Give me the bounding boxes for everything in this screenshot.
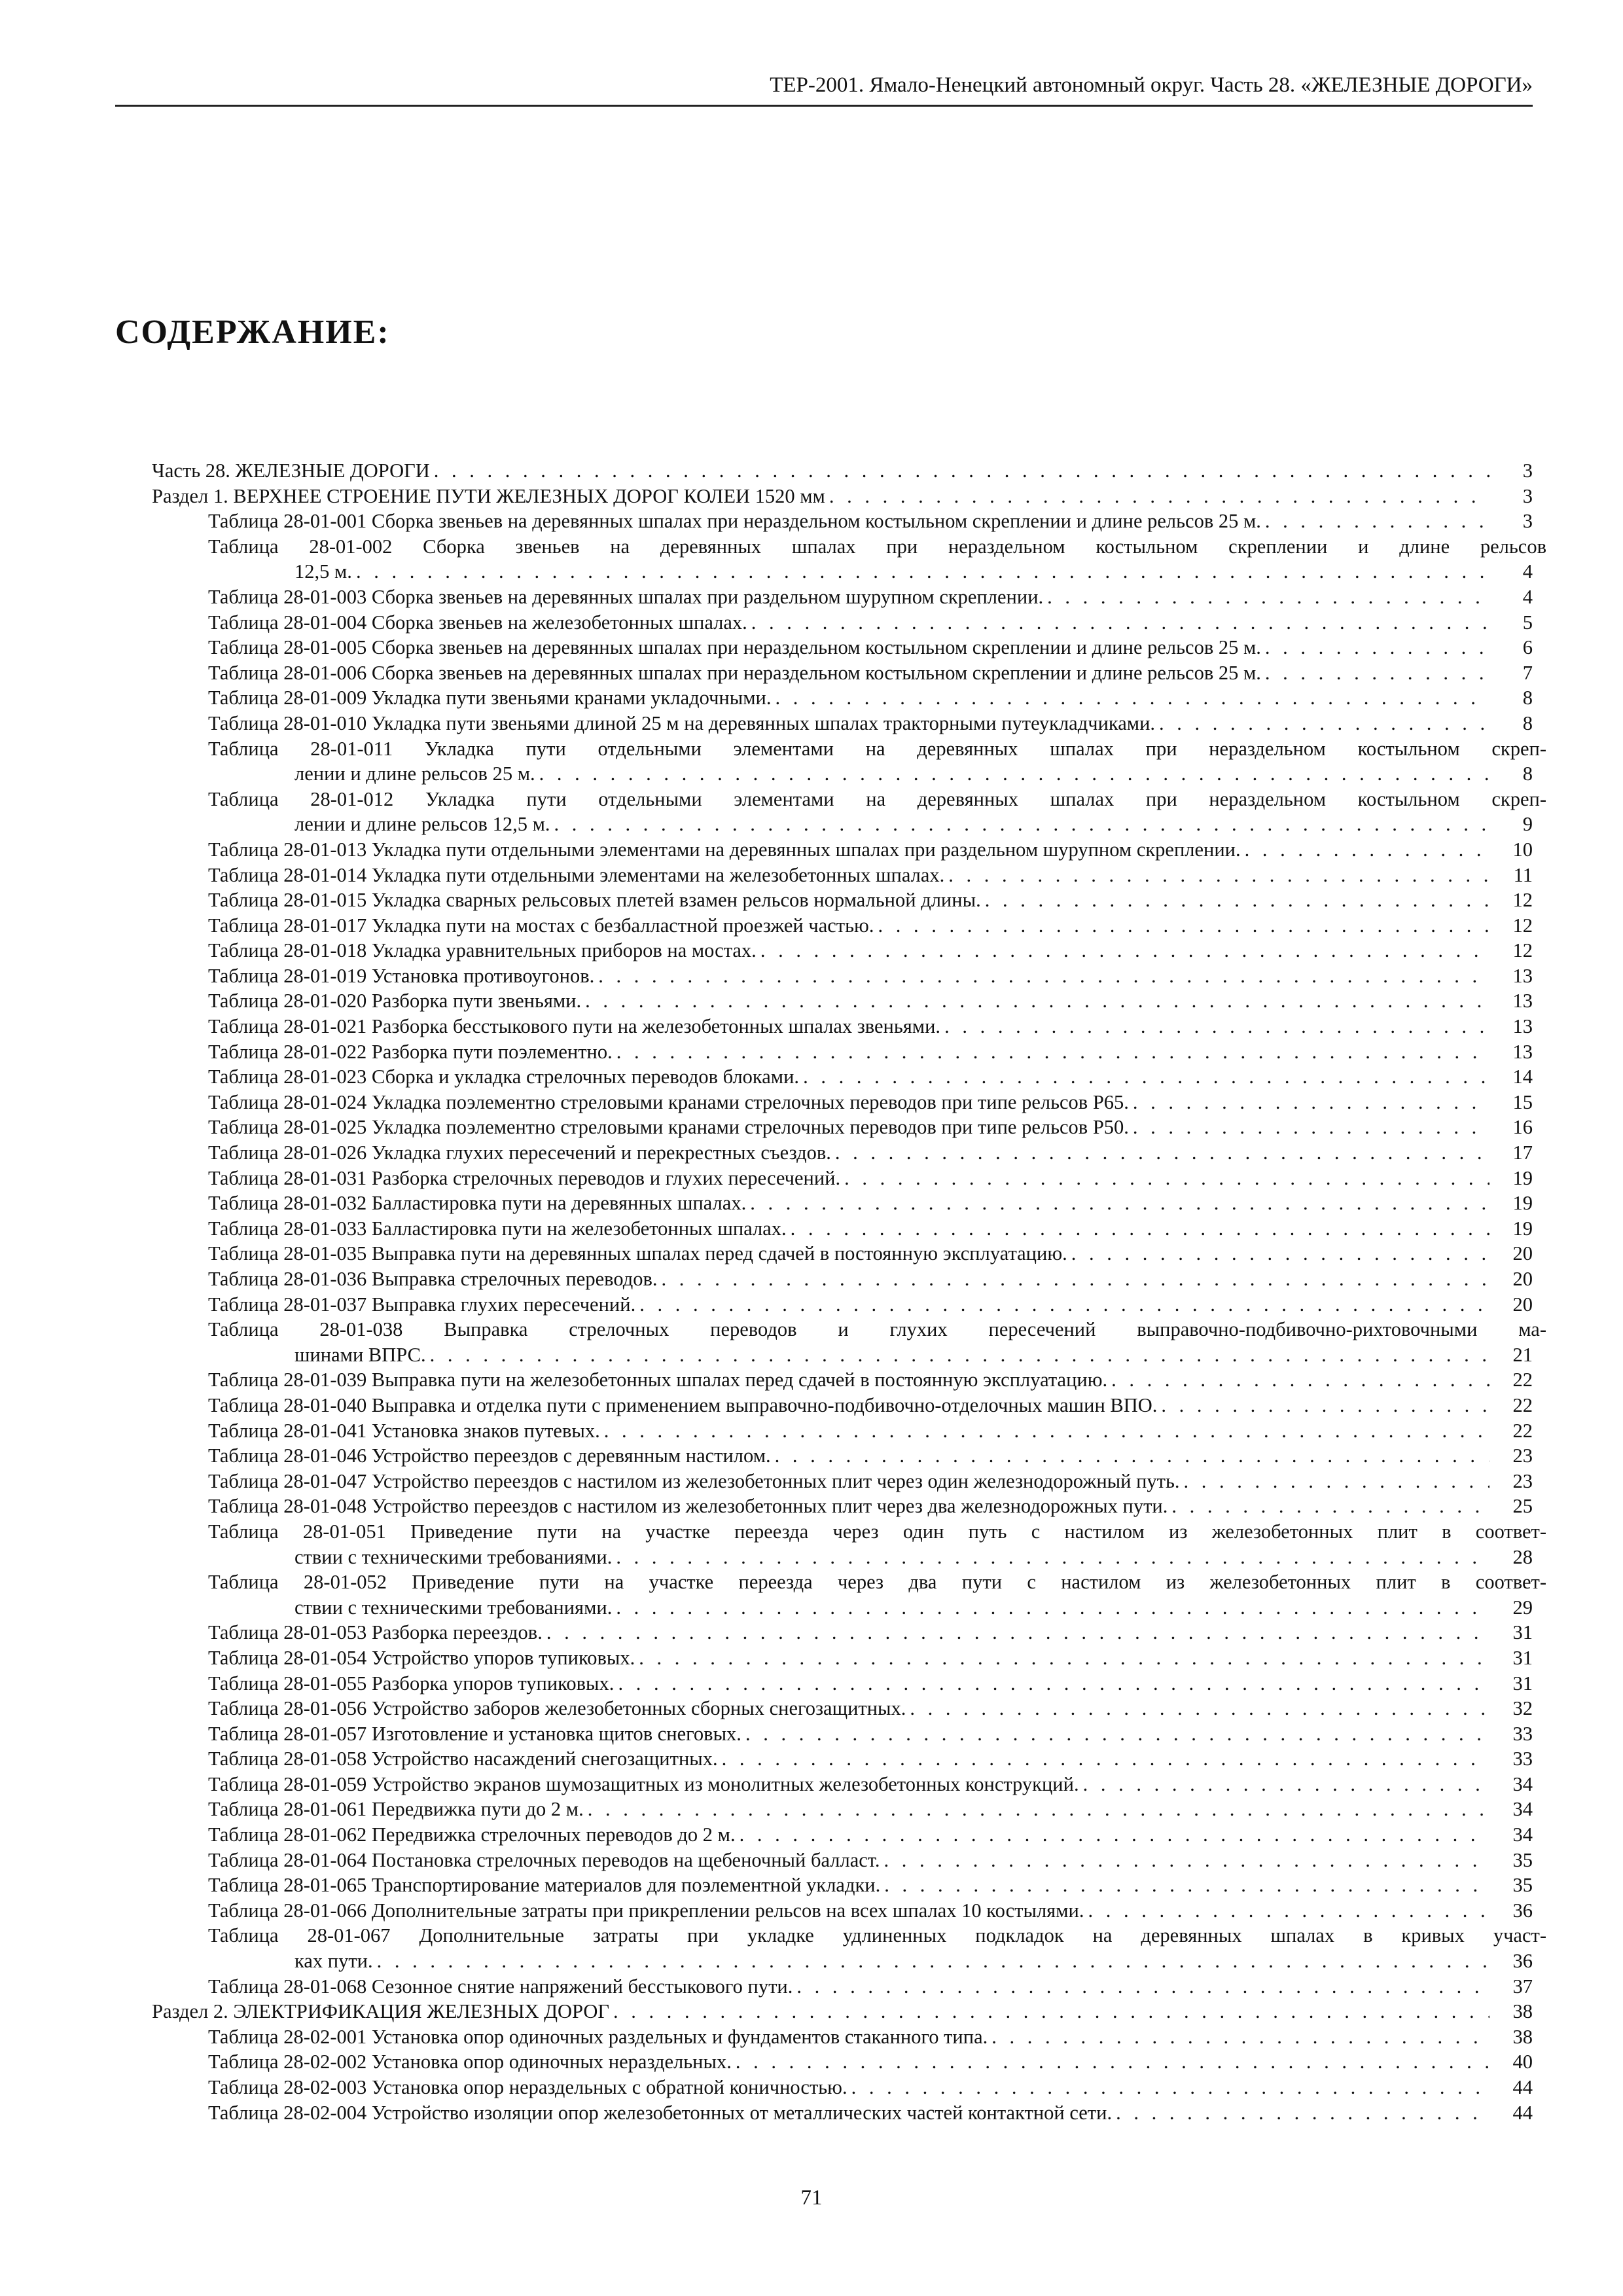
toc-entry-text: Таблица 28-01-061 Передвижка пути до 2 м.: [208, 1798, 584, 1821]
toc-entry-text: Таблица 28-01-020 Разборка пути звеньями.: [208, 990, 582, 1013]
toc-entry[interactable]: [152, 1696, 1533, 1721]
dot-leader: [1071, 1241, 1489, 1266]
toc-entry[interactable]: [152, 1266, 1533, 1292]
dot-leader: [829, 484, 1489, 509]
toc-entry-text: Таблица 28-01-010 Укладка пути звеньями длиной 25 м на деревянных шпалах тракторными путеукладчиками.: [208, 711, 1156, 734]
dot-leader: [944, 1014, 1489, 1039]
toc-entry-text: Часть 28. ЖЕЛЕЗНЫЕ ДОРОГИ: [152, 459, 430, 482]
toc-entry[interactable]: [152, 1494, 1533, 1519]
page-number: 71: [800, 2186, 823, 2210]
toc-entry[interactable]: [152, 1216, 1533, 1242]
dot-leader: [598, 963, 1489, 989]
toc-entry[interactable]: [152, 1166, 1533, 1191]
toc-entry[interactable]: [152, 888, 1533, 913]
toc-page-number: 8: [1522, 711, 1533, 734]
toc-entry-text: Таблица 28-01-001 Сборка звеньев на деревянных шпалах при нераздельном костыльном скреплении и длине рельсов 25 м.: [208, 510, 1261, 533]
toc-entry-text-continued: ствии с техническими требованиями.: [294, 1545, 613, 1568]
toc-entry-text: Таблица 28-01-018 Укладка уравнительных приборов на мостах.: [208, 939, 757, 962]
toc-entry-text: Таблица 28-02-003 Установка опор нераздельных с обратной коничностью.: [208, 2076, 847, 2098]
toc-entry[interactable]: [152, 509, 1533, 534]
toc-page-number: 31: [1512, 1646, 1533, 1669]
dot-leader: [1088, 1898, 1489, 1924]
running-header-text: ТЕР-2001. Ямало-Ненецкий автономный округ. Часть 28. «ЖЕЛЕЗНЫЕ ДОРОГИ»: [770, 73, 1533, 97]
toc-entry-text: Таблица 28-01-047 Устройство переездов с настилом из железобетонных плит через один железнодорожный путь.: [208, 1469, 1180, 1492]
toc-page-number: 36: [1512, 1950, 1533, 1973]
toc-entry-text: Таблица 28-01-033 Балластировка пути на железобетонных шпалах.: [208, 1217, 787, 1240]
toc-page-number: 5: [1522, 611, 1533, 634]
dot-leader: [884, 1873, 1489, 1898]
toc-entry-text: Таблица 28-01-035 Выправка пути на деревянных шпалах перед сдачей в постоянную эксплуатацию.: [208, 1242, 1067, 1265]
dot-leader: [948, 863, 1489, 888]
toc-entry[interactable]: [152, 1570, 1546, 1620]
dot-leader: [1133, 1090, 1489, 1115]
toc-page-number: 32: [1512, 1697, 1533, 1720]
toc-entry[interactable]: [152, 1090, 1533, 1115]
running-header: [115, 68, 1533, 107]
toc-entry-text: Таблица 28-01-041 Установка знаков путевых.: [208, 1419, 600, 1442]
toc-entry[interactable]: [152, 458, 1533, 484]
dot-leader: [760, 938, 1489, 963]
toc-entry[interactable]: [152, 1443, 1533, 1469]
toc-page-number: 9: [1522, 813, 1533, 836]
dot-leader: [851, 2075, 1489, 2100]
dot-leader: [1171, 1494, 1489, 1519]
dot-leader: [618, 1671, 1489, 1696]
toc-entry[interactable]: [152, 1014, 1533, 1039]
toc-page-number: 8: [1522, 687, 1533, 709]
toc-page-number: 35: [1512, 1848, 1533, 1871]
toc-entry-text: Таблица 28-01-053 Разборка переездов.: [208, 1621, 543, 1644]
dot-leader: [546, 1620, 1489, 1645]
dot-leader: [616, 1595, 1489, 1621]
dot-leader: [1184, 1469, 1489, 1494]
toc-entry[interactable]: [152, 1115, 1533, 1140]
dot-leader: [1083, 1772, 1489, 1797]
dot-leader: [1047, 584, 1489, 610]
dot-leader: [1245, 837, 1489, 863]
toc-page-number: 21: [1512, 1343, 1533, 1366]
toc-entry[interactable]: [152, 1620, 1533, 1645]
toc-entry[interactable]: [152, 2100, 1533, 2126]
toc-entry-text: Таблица 28-01-024 Укладка поэлементно стреловыми кранами стрелочных переводов при типе рельсов Р65.: [208, 1090, 1129, 1113]
toc-page-number: 12: [1512, 914, 1533, 937]
toc-entry-text: Таблица 28-01-002 Сборка звеньев на деревянных шпалах при нераздельном костыльном скреплении и длине рельсов: [208, 535, 1546, 558]
dot-leader: [616, 1545, 1489, 1570]
dot-leader: [1159, 711, 1489, 736]
toc-entry[interactable]: [152, 1140, 1533, 1166]
toc-entry[interactable]: [152, 484, 1533, 509]
toc-page-number: 16: [1512, 1116, 1533, 1139]
dot-leader: [613, 1999, 1489, 2024]
toc-page-number: 35: [1512, 1874, 1533, 1897]
page-title: СОДЕРЖАНИЕ:: [115, 314, 390, 351]
toc-entry-text: Таблица 28-01-011 Укладка пути отдельными элементами на деревянных шпалах при нераздельном костыльном скреп-: [208, 737, 1546, 760]
toc-entry[interactable]: [152, 1923, 1546, 1973]
toc-entry-text: Таблица 28-01-036 Выправка стрелочных переводов.: [208, 1268, 658, 1290]
toc-page-number: 33: [1512, 1722, 1533, 1745]
dot-leader: [430, 1342, 1489, 1368]
toc-page-number: 19: [1512, 1217, 1533, 1240]
toc-entry[interactable]: [152, 2049, 1533, 2075]
toc-page-number: 15: [1512, 1090, 1533, 1113]
toc-entry[interactable]: [152, 1469, 1533, 1494]
dot-leader: [356, 559, 1489, 584]
dot-leader: [740, 1822, 1489, 1848]
toc-entry[interactable]: [152, 610, 1533, 636]
toc-page-number: 6: [1522, 636, 1533, 659]
toc-page-number: 3: [1522, 484, 1533, 507]
toc-entry[interactable]: [152, 1797, 1533, 1822]
toc-entry-text: Таблица 28-01-003 Сборка звеньев на деревянных шпалах при раздельном шурупном скреплении.: [208, 585, 1044, 608]
toc-entry[interactable]: [152, 1873, 1533, 1898]
toc-entry[interactable]: [152, 1746, 1533, 1772]
dot-leader: [791, 1216, 1489, 1242]
toc-entry-text: Таблица 28-01-051 Приведение пути на участке переезда через один путь с настилом из железобетонных плит в соответ-: [208, 1520, 1546, 1543]
dot-leader: [750, 1191, 1489, 1216]
toc-page-number: 22: [1512, 1419, 1533, 1442]
toc-entry[interactable]: [152, 1292, 1533, 1318]
toc-page-number: 8: [1522, 762, 1533, 785]
dot-leader: [878, 913, 1489, 939]
toc-entry-text: Таблица 28-01-056 Устройство заборов железобетонных сборных снегозащитных.: [208, 1697, 906, 1720]
toc-page-number: 33: [1512, 1748, 1533, 1770]
dot-leader: [844, 1166, 1489, 1191]
toc-entry-text: Таблица 28-01-062 Передвижка стрелочных переводов до 2 м.: [208, 1823, 736, 1846]
toc-entry[interactable]: [152, 837, 1533, 863]
toc-entry[interactable]: [152, 1064, 1533, 1090]
dot-leader: [377, 1948, 1489, 1974]
toc-entry-text-continued: шинами ВПРС.: [294, 1343, 426, 1366]
dot-leader: [1265, 635, 1489, 660]
toc-entry[interactable]: [152, 787, 1546, 837]
toc-page-number: 25: [1512, 1495, 1533, 1518]
toc-entry-text: Таблица 28-01-048 Устройство переездов с настилом из железобетонных плит через два железнодорожных пути.: [208, 1495, 1168, 1518]
toc-page-number: 44: [1512, 2101, 1533, 2124]
toc-entry[interactable]: [152, 736, 1546, 787]
toc-page-number: 20: [1512, 1242, 1533, 1265]
dot-leader: [434, 458, 1489, 484]
toc-entry-text: Таблица 28-01-052 Приведение пути на участке переезда через два пути с настилом из железобетонных плит в соответ-: [208, 1571, 1546, 1594]
toc-page-number: 34: [1512, 1823, 1533, 1846]
toc-entry[interactable]: [152, 1191, 1533, 1216]
toc-entry[interactable]: [152, 863, 1533, 888]
toc-page-number: 37: [1512, 1975, 1533, 1998]
toc-entry[interactable]: [152, 1999, 1533, 2024]
toc-entry-text: Таблица 28-01-012 Укладка пути отдельными элементами на деревянных шпалах при нераздельном костыльном скреп-: [208, 787, 1546, 810]
toc-entry[interactable]: [152, 660, 1533, 686]
toc-page-number: 3: [1522, 459, 1533, 482]
toc-page-number: 12: [1512, 889, 1533, 912]
toc-entry-text: Таблица 28-01-026 Укладка глухих пересечений и перекрестных съездов.: [208, 1141, 831, 1164]
toc-entry[interactable]: [152, 1519, 1546, 1570]
toc-page-number: 36: [1512, 1899, 1533, 1922]
toc-page-number: 19: [1512, 1192, 1533, 1215]
toc-page-number: 31: [1512, 1672, 1533, 1695]
toc-entry[interactable]: [152, 685, 1533, 711]
toc-page-number: 23: [1512, 1444, 1533, 1467]
toc-entry-text: Таблица 28-01-022 Разборка пути поэлементно.: [208, 1040, 613, 1063]
toc-entry-text: Таблица 28-01-015 Укладка сварных рельсовых плетей взамен рельсов нормальной длины.: [208, 889, 981, 912]
dot-leader: [835, 1140, 1489, 1166]
toc-entry-text: Раздел 1. ВЕРХНЕЕ СТРОЕНИЕ ПУТИ ЖЕЛЕЗНЫХ ДОРОГ КОЛЕИ 1520 мм: [152, 484, 825, 507]
dot-leader: [776, 685, 1490, 711]
toc-entry[interactable]: [152, 1241, 1533, 1266]
toc-page-number: 13: [1512, 990, 1533, 1013]
toc-entry[interactable]: [152, 938, 1533, 963]
toc-page-number: 34: [1512, 1798, 1533, 1821]
toc-entry-text: Таблица 28-01-046 Устройство переездов с деревянным настилом.: [208, 1444, 771, 1467]
toc-entry-text: Таблица 28-01-009 Укладка пути звеньями кранами укладочными.: [208, 687, 772, 709]
toc-entry[interactable]: [152, 1367, 1533, 1393]
toc-page-number: 44: [1512, 2076, 1533, 2098]
toc-entry[interactable]: [152, 534, 1546, 584]
dot-leader: [883, 1848, 1489, 1873]
toc-page-number: 3: [1522, 510, 1533, 533]
toc-entry[interactable]: [152, 1721, 1533, 1747]
dot-leader: [604, 1418, 1489, 1444]
toc-entry-text: Таблица 28-02-002 Установка опор одиночных нераздельных.: [208, 2051, 732, 2073]
toc-entry-text-continued: ках пути.: [294, 1950, 373, 1973]
toc-page-number: 17: [1512, 1141, 1533, 1164]
toc-entry-text-continued: лении и длине рельсов 12,5 м.: [294, 813, 550, 836]
toc-entry[interactable]: [152, 963, 1533, 989]
toc-entry-text: Таблица 28-01-017 Укладка пути на мостах с безбалластной проезжей частью.: [208, 914, 874, 937]
toc-page-number: 13: [1512, 964, 1533, 987]
toc-page-number: 4: [1522, 585, 1533, 608]
toc-page-number: 38: [1512, 2025, 1533, 2048]
toc-page-number: 7: [1522, 661, 1533, 684]
dot-leader: [751, 610, 1489, 636]
toc-page-number: 10: [1512, 838, 1533, 861]
toc-entry[interactable]: [152, 1898, 1533, 1924]
dot-leader: [1161, 1393, 1489, 1418]
dot-leader: [616, 1039, 1489, 1065]
toc-entry[interactable]: [152, 584, 1533, 610]
toc-entry[interactable]: [152, 635, 1533, 660]
toc-entry[interactable]: [152, 1848, 1533, 1873]
dot-leader: [722, 1746, 1489, 1772]
dot-leader: [554, 812, 1490, 837]
toc-entry-text: Таблица 28-01-064 Постановка стрелочных переводов на щебеночный балласт.: [208, 1848, 880, 1871]
toc-page-number: 40: [1512, 2051, 1533, 2073]
toc-entry[interactable]: [152, 711, 1533, 736]
toc-entry[interactable]: [152, 1645, 1533, 1671]
toc-page-number: 13: [1512, 1040, 1533, 1063]
toc-entry-text: Таблица 28-02-001 Установка опор одиночных раздельных и фундаментов стаканного типа.: [208, 2025, 988, 2048]
toc-entry-text: Таблица 28-01-057 Изготовление и установка щитов снеговых.: [208, 1722, 741, 1745]
toc-page-number: 20: [1512, 1268, 1533, 1290]
toc-entry-text: Таблица 28-01-006 Сборка звеньев на деревянных шпалах при нераздельном костыльном скреплении и длине рельсов 25 м.: [208, 661, 1261, 684]
toc-entry[interactable]: [152, 1039, 1533, 1065]
toc-entry-text: Таблица 28-02-004 Устройство изоляции опор железобетонных от металлических частей контактной сети.: [208, 2101, 1113, 2124]
dot-leader: [991, 2024, 1489, 2050]
toc-page-number: 29: [1512, 1596, 1533, 1619]
toc-entry-text: Таблица 28-01-037 Выправка глухих пересечений.: [208, 1293, 636, 1316]
toc-entry-text: Таблица 28-01-067 Дополнительные затраты при укладке удлиненных подкладок на деревянных шпалах в кривых участ-: [208, 1924, 1546, 1947]
toc-entry-text: Таблица 28-01-040 Выправка и отделка пути с применением выправочно-подбивочно-отделочных машин ВПО.: [208, 1393, 1158, 1416]
toc-entry[interactable]: [152, 2024, 1533, 2050]
toc-page-number: 14: [1512, 1066, 1533, 1088]
toc-entry[interactable]: [152, 1772, 1533, 1797]
dot-leader: [910, 1696, 1489, 1721]
toc-page-number: 20: [1512, 1293, 1533, 1316]
toc-entry-text: Таблица 28-01-039 Выправка пути на железобетонных шпалах перед сдачей в постоянную эксплуатацию.: [208, 1369, 1108, 1391]
toc-entry-text: Таблица 28-01-025 Укладка поэлементно стреловыми кранами стрелочных переводов при типе рельсов Р50.: [208, 1116, 1129, 1139]
toc-page-number: 38: [1512, 2000, 1533, 2023]
dot-leader: [985, 888, 1489, 913]
dot-leader: [585, 988, 1489, 1014]
toc-entry-text: Таблица 28-01-031 Разборка стрелочных переводов и глухих пересечений.: [208, 1166, 841, 1189]
toc-entry[interactable]: [152, 1822, 1533, 1848]
toc-entry-text-continued: лении и длине рельсов 25 м.: [294, 762, 535, 785]
toc-page-number: 31: [1512, 1621, 1533, 1644]
dot-leader: [1265, 509, 1489, 534]
toc-entry-text: Таблица 28-01-014 Укладка пути отдельными элементами на железобетонных шпалах.: [208, 863, 945, 886]
dot-leader: [662, 1266, 1490, 1292]
toc-entry-text: Раздел 2. ЭЛЕКТРИФИКАЦИЯ ЖЕЛЕЗНЫХ ДОРОГ: [152, 2000, 610, 2023]
toc-entry-text: Таблица 28-01-058 Устройство насаждений снегозащитных.: [208, 1748, 718, 1770]
toc-entry-text: Таблица 28-01-013 Укладка пути отдельными элементами на деревянных шпалах при раздельном шурупном скреплении.: [208, 838, 1241, 861]
toc-entry-text: Таблица 28-01-005 Сборка звеньев на деревянных шпалах при нераздельном костыльном скреплении и длине рельсов 25 м.: [208, 636, 1261, 659]
toc-entry[interactable]: [152, 988, 1533, 1014]
toc-entry-text: Таблица 28-01-055 Разборка упоров тупиковых.: [208, 1672, 615, 1695]
toc-page-number: 22: [1512, 1393, 1533, 1416]
toc-entry-text: Таблица 28-01-066 Дополнительные затраты при прикреплении рельсов на всех шпалах 10 костылями.: [208, 1899, 1084, 1922]
toc-entry-text: Таблица 28-01-021 Разборка бесстыкового пути на железобетонных шпалах звеньями.: [208, 1015, 941, 1038]
dot-leader: [745, 1721, 1489, 1747]
dot-leader: [588, 1797, 1489, 1822]
toc-page-number: 23: [1512, 1469, 1533, 1492]
dot-leader: [1133, 1115, 1489, 1140]
dot-leader: [1265, 660, 1489, 686]
toc-entry[interactable]: [152, 2075, 1533, 2100]
dot-leader: [1111, 1367, 1489, 1393]
toc-page-number: 4: [1522, 560, 1533, 583]
toc-page-number: 12: [1512, 939, 1533, 962]
dot-leader: [639, 1645, 1489, 1671]
toc-entry-text: Таблица 28-01-059 Устройство экранов шумозащитных из монолитных железобетонных конструкций.: [208, 1772, 1079, 1795]
toc-page-number: 28: [1512, 1545, 1533, 1568]
toc-entry-text: Таблица 28-01-065 Транспортирование материалов для поэлементной укладки.: [208, 1874, 881, 1897]
toc-entry[interactable]: [152, 913, 1533, 939]
toc-entry-text: Таблица 28-01-038 Выправка стрелочных переводов и глухих пересечений выправочно-подбивочно-рихтовочными ма-: [208, 1318, 1546, 1341]
toc-entry-text-continued: 12,5 м.: [294, 560, 352, 583]
toc-entry[interactable]: [152, 1671, 1533, 1696]
dot-leader: [1116, 2100, 1489, 2126]
toc-entry-text: Таблица 28-01-023 Сборка и укладка стрелочных переводов блоками.: [208, 1066, 800, 1088]
toc-entry-text: Таблица 28-01-054 Устройство упоров тупиковых.: [208, 1646, 635, 1669]
toc-entry-text: Таблица 28-01-004 Сборка звеньев на железобетонных шпалах.: [208, 611, 747, 634]
toc-entry[interactable]: [152, 1393, 1533, 1418]
toc-entry[interactable]: [152, 1418, 1533, 1444]
dot-leader: [803, 1064, 1489, 1090]
toc-entry[interactable]: [152, 1317, 1546, 1367]
toc-page-number: 13: [1512, 1015, 1533, 1038]
toc-entry-text: Таблица 28-01-068 Сезонное снятие напряжений бесстыкового пути.: [208, 1975, 793, 1998]
toc-entry-text-continued: ствии с техническими требованиями.: [294, 1596, 613, 1619]
toc-page-number: 19: [1512, 1166, 1533, 1189]
toc-entry[interactable]: [152, 1974, 1533, 2000]
dot-leader: [539, 761, 1489, 787]
dot-leader: [796, 1974, 1489, 2000]
table-of-contents: [152, 458, 1546, 2125]
toc-page-number: 22: [1512, 1369, 1533, 1391]
toc-page-number: 11: [1513, 863, 1533, 886]
toc-page-number: 34: [1512, 1772, 1533, 1795]
toc-entry-text: Таблица 28-01-032 Балластировка пути на деревянных шпалах.: [208, 1192, 747, 1215]
dot-leader: [775, 1443, 1489, 1469]
dot-leader: [639, 1292, 1489, 1318]
dot-leader: [736, 2049, 1489, 2075]
toc-entry-text: Таблица 28-01-019 Установка противоугонов.: [208, 964, 595, 987]
